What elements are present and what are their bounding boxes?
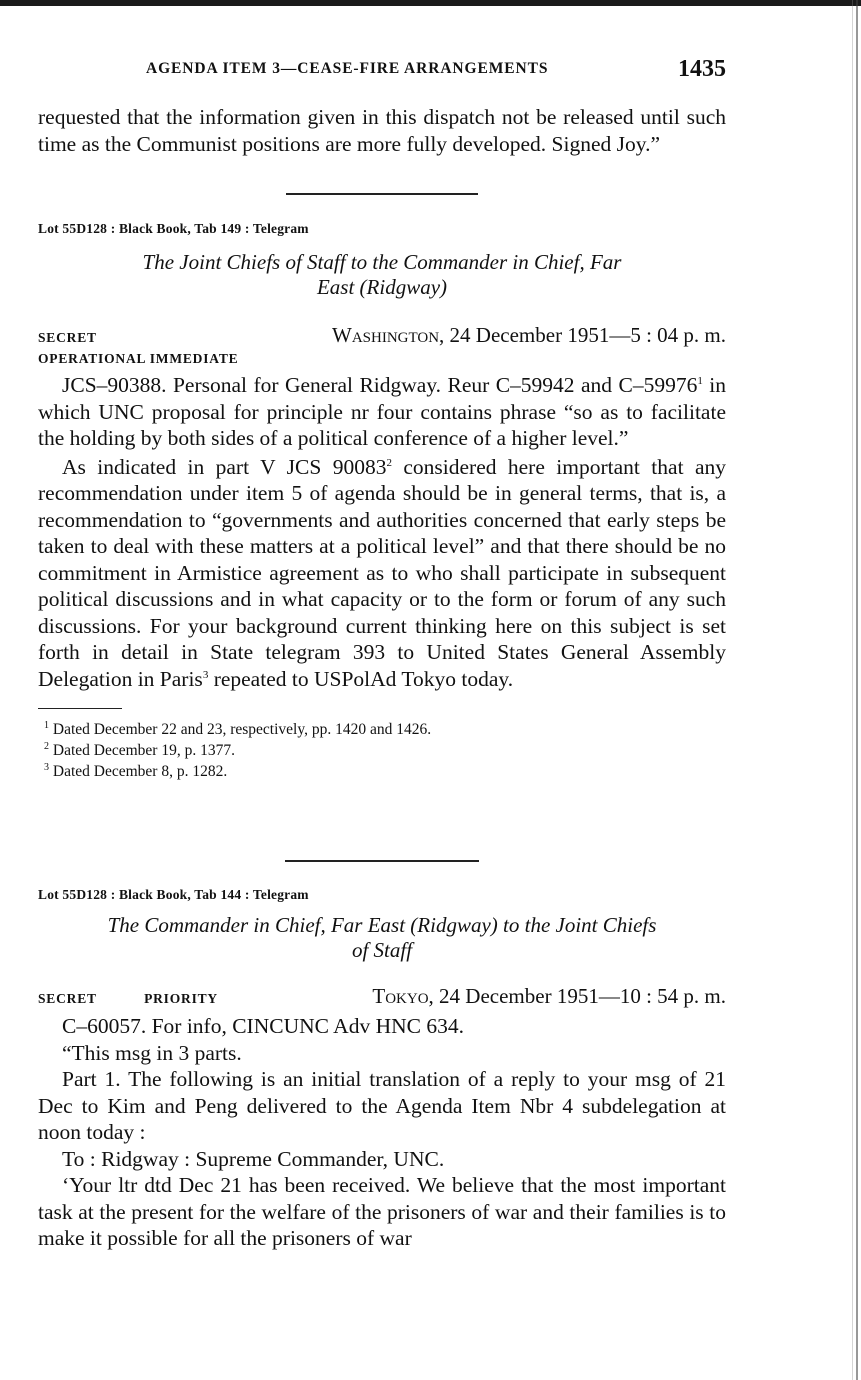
doc2-date-time: , 24 December 1951—10 : 54 p. m. (428, 984, 726, 1008)
doc1-source-note: Lot 55D128 : Black Book, Tab 149 : Telegram (38, 221, 309, 236)
doc1-date-time: , 24 December 1951—5 : 04 p. m. (439, 323, 726, 347)
section-separator-2 (285, 860, 479, 862)
doc1-title-line2: East (Ridgway) (316, 275, 448, 299)
document-1 (38, 221, 726, 780)
doc1-paragraph-1: JCS–90388. Personal for General Ridgway. Reur C–59942 and C–59976$^1$ in which UNC proposal for principle nr four contains phrase “so as to facilitate the holding by both sides of a political conference of a higher level.” (38, 373, 726, 450)
document-2 (38, 887, 726, 1252)
doc1-title-line1: The Joint Chiefs of Staff to the Commander in Chief, Far (142, 250, 622, 274)
doc2-line-4: To : Ridgway : Supreme Commander, UNC. (62, 1146, 445, 1171)
section-separator (286, 193, 478, 195)
footnote-3: $^3$ Dated December 8, p. 1282. (44, 762, 228, 781)
footnote-ref-1: 1 (697, 374, 703, 387)
doc2-line-3: Part 1. The following is an initial translation of a reply to your msg of 21 Dec to Kim and Peng delivered to the Agenda Item Nbr 4 subdelegation at noon today : (38, 1067, 726, 1144)
page-right-edge-shadow (852, 0, 853, 1380)
continued-paragraph: requested that the information given in this dispatch not be released until such time as the Communist positions are more fully developed. Signed Joy.” (38, 105, 726, 156)
doc1-place: Washington (332, 323, 440, 347)
doc2-dateline (372, 984, 726, 1009)
footnote-1: $^1$ Dated December 22 and 23, respectively, pp. 1420 and 1426. (44, 720, 432, 739)
doc1-classification: SECRET (38, 330, 97, 345)
footnote-rule (38, 708, 122, 709)
doc2-source-note: Lot 55D128 : Black Book, Tab 144 : Telegram (38, 887, 309, 902)
footnote-ref-3: 3 (202, 668, 209, 681)
doc2-line-1: C–60057. For info, CINCUNC Adv HNC 634. (62, 1014, 464, 1038)
footnote-2: $^2$ Dated December 19, p. 1377. (44, 741, 235, 760)
page-number: 1435 (678, 56, 726, 82)
footnote-ref-2: 2 (386, 456, 392, 469)
doc2-line-2: “This msg in 3 parts. (62, 1040, 242, 1065)
doc2-class-group (38, 984, 218, 1009)
doc2-title-line1: The Commander in Chief, Far East (Ridgway) to the Joint Chiefs (107, 913, 657, 937)
page-top-edge (0, 0, 861, 6)
doc2-title-line2: of Staff (351, 938, 413, 962)
doc1-precedence: OPERATIONAL IMMEDIATE (38, 351, 239, 366)
page-right-edge (856, 0, 858, 1380)
doc2-place: Tokyo (372, 984, 429, 1008)
doc2-classification: SECRET (38, 991, 97, 1006)
doc1-dateline (332, 323, 726, 348)
doc2-line-5: ‘Your ltr dtd Dec 21 has been received. We believe that the most important task at the present for the welfare of the prisoners of war and their families is to make it possible for all the prisoners of war (38, 1173, 726, 1250)
doc2-precedence: PRIORITY (144, 991, 218, 1006)
running-head: AGENDA ITEM 3—CEASE-FIRE ARRANGEMENTS (146, 60, 549, 77)
doc1-paragraph-2: As indicated in part V JCS 90083$^2$ considered here important that any recommendation under item 5 of agenda should be in general terms, that is, a recommendation to “governments and authorities concerned that early steps be taken to deal with these matters at a political level” and that there should be no commitment in Armistice agreement as to who shall participate in subsequent political discussions and in what capacity or to the form or forum of any such discussions. For your background current thinking here on this subject is set forth in detail in State telegram 393 to United States General Assembly Delegation in Paris$^3$ repeated to USPolAd Tokyo today. (38, 454, 726, 691)
